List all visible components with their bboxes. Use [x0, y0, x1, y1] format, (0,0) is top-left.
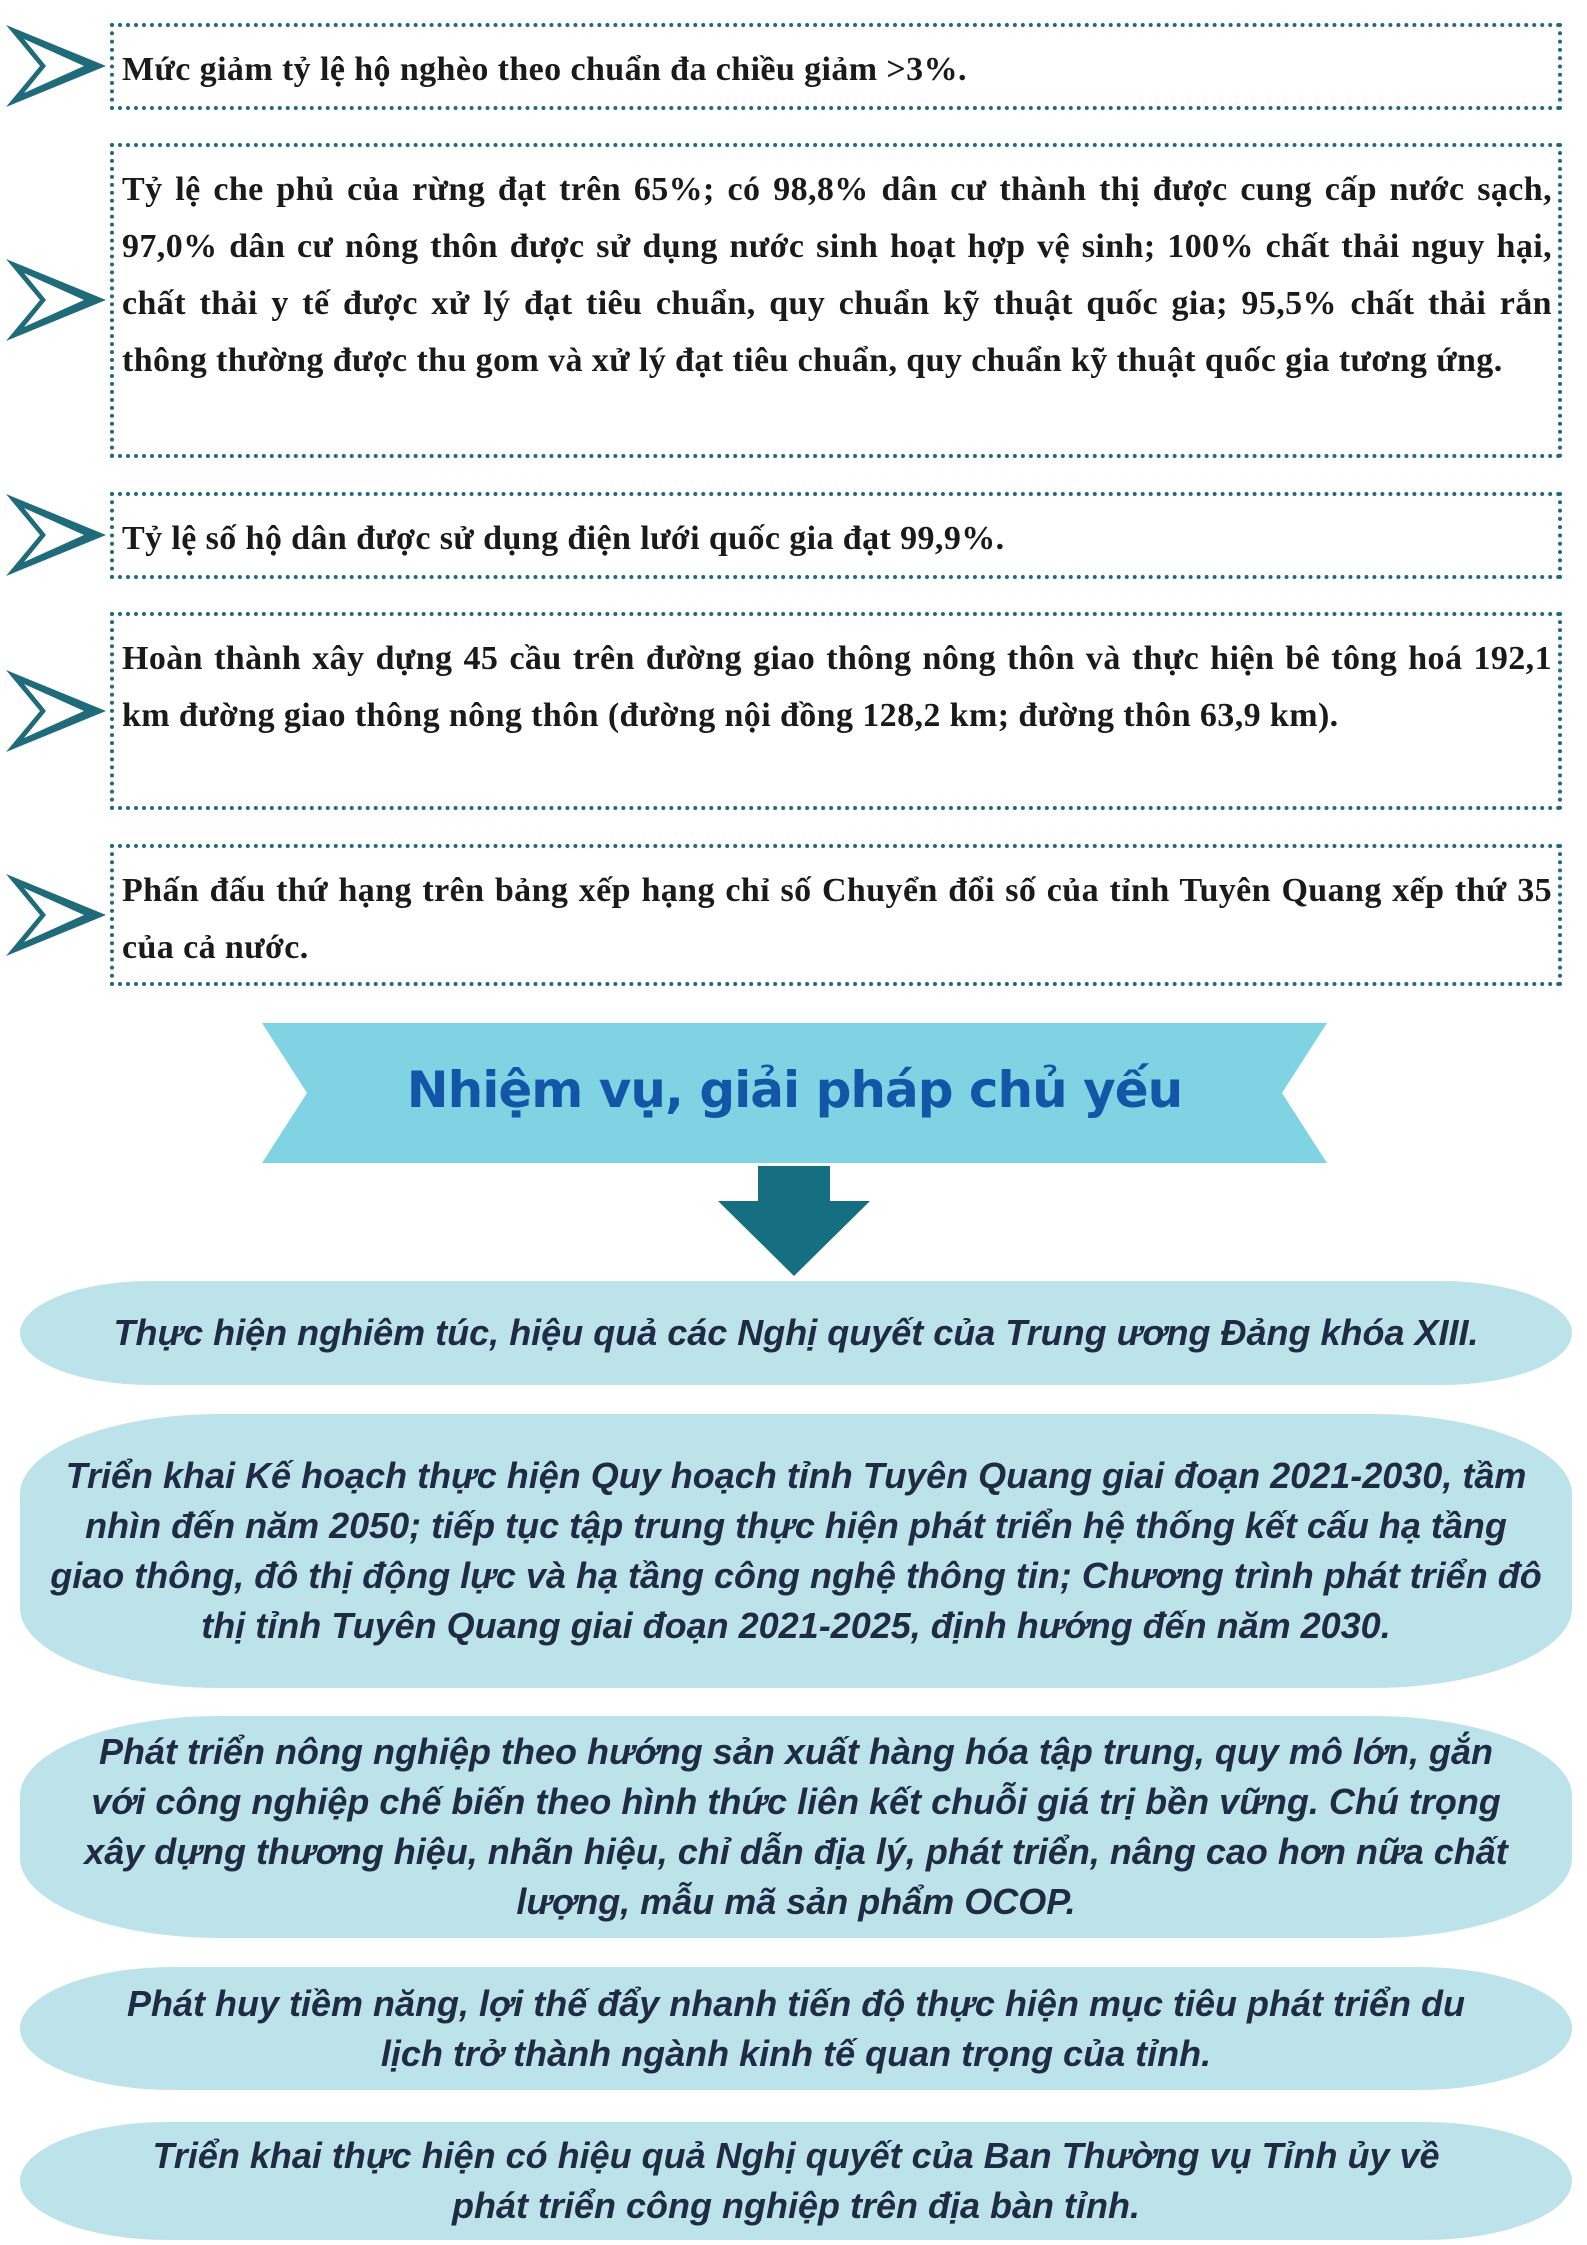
- chevron-right-icon: [0, 255, 110, 345]
- target-item: [0, 612, 1562, 810]
- task-text: Thực hiện nghiêm túc, hiệu quả các Nghị quyết của Trung ương Đảng khóa XIII.: [113, 1312, 1479, 1353]
- target-text: Tỷ lệ che phủ của rừng đạt trên 65%; có 98,8% dân cư thành thị được cung cấp nước sạch, 97,0% dân cư nông thôn được sử dụng nước sinh hoạt hợp vệ sinh; 100% chất thải nguy hại, chất thải y tế được xử lý đạt tiêu chuẩn, quy chuẩn kỹ thuật quốc gia; 95,5% chất thải rắn thông thường được thu gom và xử lý đạt tiêu chuẩn, quy chuẩn kỹ thuật quốc gia tương ứng.: [122, 171, 1552, 379]
- target-item: [0, 143, 1562, 458]
- target-text: Mức giảm tỷ lệ hộ nghèo theo chuẩn đa chiều giảm >3%.: [122, 51, 967, 88]
- target-box: [110, 143, 1562, 458]
- task-text: Phát triển nông nghiệp theo hướng sản xuất hàng hóa tập trung, quy mô lớn, gắn với công nghiệp chế biến theo hình thức liên kết chuỗi giá trị bền vững. Chú trọng xây dựng thương hiệu, nhãn hiệu, chỉ dẫn địa lý, phát triển, nâng cao hơn nữa chất lượng, mẫu mã sản phẩm OCOP.: [84, 1731, 1508, 1922]
- target-text: Phấn đấu thứ hạng trên bảng xếp hạng chỉ số Chuyển đổi số của tỉnh Tuyên Quang xếp thứ 35 của cả nước.: [122, 872, 1552, 966]
- task-item: [20, 2122, 1572, 2240]
- chevron-right-icon: [0, 666, 110, 756]
- target-text: Tỷ lệ số hộ dân được sử dụng điện lưới quốc gia đạt 99,9%.: [122, 520, 1005, 557]
- target-item: [0, 492, 1562, 579]
- section-title: Nhiệm vụ, giải pháp chủ yếu: [406, 1061, 1183, 1119]
- section-banner: [262, 1023, 1327, 1163]
- task-item: [20, 1281, 1572, 1385]
- task-text: Phát huy tiềm năng, lợi thế đẩy nhanh tiến độ thực hiện mục tiêu phát triển du lịch trở thành ngành kinh tế quan trọng của tỉnh.: [127, 1982, 1465, 2074]
- chevron-right-icon: [0, 21, 110, 111]
- task-text: Triển khai thực hiện có hiệu quả Nghị quyết của Ban Thường vụ Tỉnh ủy về phát triển công nghiệp trên địa bàn tỉnh.: [152, 2135, 1440, 2226]
- arrow-down-icon: [718, 1166, 870, 1276]
- target-item: [0, 23, 1562, 110]
- task-text: Triển khai Kế hoạch thực hiện Quy hoạch tỉnh Tuyên Quang giai đoạn 2021-2030, tầm nhìn đến năm 2050; tiếp tục tập trung thực hiện phát triển hệ thống kết cấu hạ tầng giao thông, đô thị động lực và hạ tầng công nghệ thông tin; Chương trình phát triển đô thị tỉnh Tuyên Quang giai đoạn 2021-2025, định hướng đến năm 2030.: [50, 1455, 1542, 1646]
- target-box: [110, 844, 1562, 986]
- task-item: [20, 1716, 1572, 1938]
- chevron-right-icon: [0, 870, 110, 960]
- target-box: [110, 23, 1562, 110]
- target-text: Hoàn thành xây dựng 45 cầu trên đường giao thông nông thôn và thực hiện bê tông hoá 192,1 km đường giao thông nông thôn (đường nội đồng 128,2 km; đường thôn 63,9 km).: [122, 640, 1552, 734]
- target-item: [0, 844, 1562, 986]
- task-item: [20, 1967, 1572, 2090]
- target-box: [110, 612, 1562, 810]
- chevron-right-icon: [0, 490, 110, 580]
- task-item: [20, 1414, 1572, 1688]
- target-box: [110, 492, 1562, 579]
